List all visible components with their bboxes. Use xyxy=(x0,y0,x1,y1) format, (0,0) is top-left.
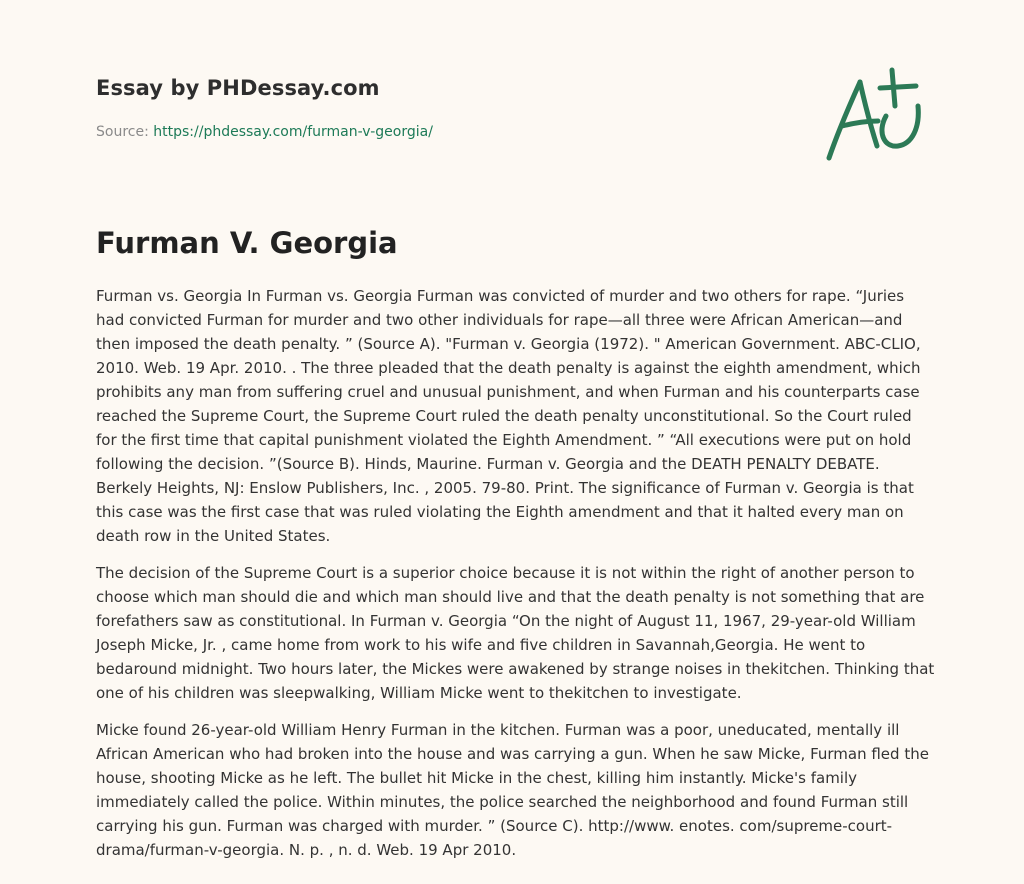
site-brand: Essay by PHDessay.com xyxy=(96,76,380,100)
essay-paragraph: Furman vs. Georgia In Furman vs. Georgia Furman was convicted of murder and two others for rape. “Juries had convicted Furman for murder and two other individuals for rape—all three were African American—and then imposed the death penalty. ” (Source A). "Furman v. Georgia (1972). " American Government. ABC-CLIO, 2010. Web. 19 Apr. 2010. . The three pleaded that the death penalty is against the eighth amendment, which prohibits any man from suffering cruel and unusual punishment, and when Furman and his counterparts case reached the Supreme Court, the Supreme Court ruled the death penalty unconstitutional. So the Court ruled for the first time that capital punishment violated the Eighth Amendment. ” “All executions were put on hold following the decision. ”(Source B). Hinds, Maurine. Furman v. Georgia and the DEATH PENALTY DEBATE. Berkely Heights, NJ: Enslow Publishers, Inc. , 2005. 79-80. Print. The significance of Furman v. Georgia is that this case was the first case that was ruled violating the Eighth amendment and that it halted every man on death row in the United States. xyxy=(96,287,921,545)
page-title: Furman V. Georgia xyxy=(96,226,398,260)
logo-a-left-stroke xyxy=(829,82,860,158)
logo-swoosh xyxy=(882,106,918,146)
header xyxy=(96,76,380,100)
a-plus-grade-icon xyxy=(820,66,930,166)
logo-plus-horizontal xyxy=(880,86,916,88)
essay-paragraph: The decision of the Supreme Court is a superior choice because it is not within the right of another person to choose which man should die and which man should live and that the death penalty is not something that are forefathers saw as constitutional. In Furman v. Georgia “On the night of August 11, 1967, 29-year-old William Joseph Micke, Jr. , came home from work to his wife and five children in Savannah,Georgia. He went to bedaround midnight. Two hours later, the Mickes were awakened by strange noises in thekitchen. Thinking that one of his children was sleepwalking, William Micke went to thekitchen to investigate. xyxy=(96,564,935,702)
source-label: Source: xyxy=(96,124,149,140)
essay-paragraph: Micke found 26-year-old William Henry Furman in the kitchen. Furman was a poor, uneducated, mentally ill African American who had broken into the house and was carrying a gun. When he saw Micke, Furman fled the house, shooting Micke as he left. The bullet hit Micke in the chest, killing him instantly. Micke's family immediately called the police. Within minutes, the police searched the neighborhood and found Furman still carrying his gun. Furman was charged with murder. ” (Source C). http://www. enotes. com/supreme-court-drama/furman-v-georgia. N. p. , n. d. Web. 19 Apr 2010. xyxy=(96,721,929,859)
logo-a-right-stroke xyxy=(860,82,877,146)
source-line xyxy=(96,124,433,140)
essay-body xyxy=(96,284,936,875)
source-link[interactable]: https://phdessay.com/furman-v-georgia/ xyxy=(153,124,433,140)
